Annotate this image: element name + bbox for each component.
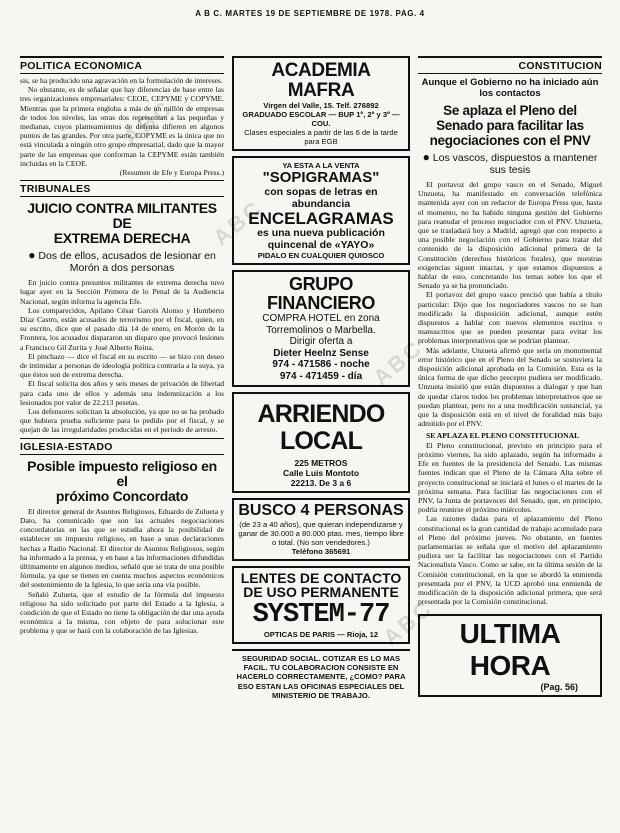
paragraph: Los comparecidos, Apilano César Garcés Alonso y Humberto Díaz Castro, están acusados de terrorismo por el fiscal, quien, en su escrito, dice que el pasado día 14 de enero, en Morón de la Frontera, los acusados dispararon un disparo que provocó lesiones a Francisco Gil Zurita y José Alberto Reina. xyxy=(20,305,224,352)
ad-courses: GRADUADO ESCOLAR — BUP 1º, 2º y 3º — COU. xyxy=(242,109,400,128)
subheadline-vascos xyxy=(418,151,602,176)
constitucion-body xyxy=(418,180,602,428)
headline-constitucion: Se aplaza el Pleno del Senado para facilitar las negociaciones con el PNV xyxy=(429,103,591,148)
ad-kicker: YA ESTA A LA VENTA xyxy=(282,160,360,170)
ultima-hora-page: (Pag. 56) xyxy=(540,682,578,693)
seguridad-social-notice: SEGURIDAD SOCIAL. COTIZAR ES LO MAS FACIL. TU COLABORACION CONSISTE EN HACERLO CORRECTAMENTE, ¿COMO? PARA ESO ESTAN LAS OFICINAS ESPECIALES DEL MINISTERIO DE TRABAJO. xyxy=(232,649,410,700)
watermark: ABC xyxy=(118,94,178,151)
section-tribunales: TRIBUNALES xyxy=(20,183,224,197)
ad-contact-name: Dieter Heelnz Sense xyxy=(273,347,369,359)
ad-title: BUSCO 4 PERSONAS xyxy=(238,501,404,519)
ad-text: (de 23 a 40 años), que quieran independizarse y ganar de 30.000 a 80.000 ptas. mes, tiempo libre o total. (No son vendedores.) xyxy=(238,519,404,547)
ad-title: LENTES DE CONTACTO xyxy=(240,569,402,586)
ad-title: GRUPO FINANCIERO xyxy=(267,274,375,314)
ultima-hora-title: ULTIMA HORA xyxy=(459,618,561,682)
paragraph: No obstante, es de señalar que hay diferencias de base entre las tres organizaciones empresariales: CEOE, CEPYME y COPYME. Mientras que la primera engloba a más de un millón de empresas de todos los niveles, las otras dos representan a las pequeñas y medianas, cuyos planteamientos de defensa difieren en algunos puntos de las grandes. Por otra parte, COPYME es la única que no está vinculada a ningún otro grupo empresarial, dado que la mayor parte de las empresas que conforman la CEPYME están también incluidas en la CEOE. xyxy=(20,85,224,168)
ad-phone: 974 - 471459 - día xyxy=(279,370,363,382)
ad-title: ENCELAGRAMAS xyxy=(248,208,394,228)
headline-tribunales xyxy=(20,201,224,246)
paragraph: sis, se ha producido una agravación en la formulación de intereses. xyxy=(20,76,223,85)
ad-sopigramas xyxy=(232,156,410,266)
masthead: A B C. MARTES 19 DE SEPTIEMBRE DE 1978. PAG. 4 xyxy=(195,9,425,18)
watermark: ABC xyxy=(378,594,438,651)
ad-title: "SOPIGRAMAS" xyxy=(262,168,380,186)
paragraph: Señaló Zulueta, que el estudio de la fórmula del impuesto religioso ha sido solicitado por parte del Estado a la Iglesia, a condición de que el Estado no tiene la obligación de dar una ayuda económica a la misma, con objeto de para solucionar este problema y que se hará con la colaboración de las Iglesias. xyxy=(20,589,224,636)
ad-line: PIDALO EN CUALQUIER QUIOSCO xyxy=(257,251,385,261)
tribunales-body xyxy=(20,278,224,434)
bullet-icon: ● xyxy=(28,248,36,263)
paragraph: El Pleno constitucional, previsto en principio para el próximo viernes, ha sido aplazado, según ha informado a Efe en fuentes de la presidencia del Senado. Las mismas fuentes indican que el Pleno de la Cámara Alta sobre el proyecto constitucional se iniciará el lunes o el martes de la próxima semana. Para facilitar las negociaciones con el PNV, la Junta de portavoces del Senado, que, en principio, podría reunirse el próximo miércoles. xyxy=(418,440,602,515)
ad-brand: SYSTEM-77 xyxy=(252,599,390,630)
subheadline: Aunque el Gobierno no ha iniciado aún los contactos xyxy=(421,77,599,99)
ad-grupo-financiero xyxy=(232,270,410,387)
ad-line: COMPRA HOTEL en zona Torremolinos o Marbella. xyxy=(262,313,380,336)
ad-busco-personas xyxy=(232,498,410,561)
watermark: ABC xyxy=(368,334,428,391)
subheadline-text: Dos de ellos, acusados de lesionar en Morón a dos personas xyxy=(38,250,216,275)
headline-line: JUICIO CONTRA MILITANTES DE xyxy=(27,200,217,232)
watermark: ABC xyxy=(208,194,268,251)
pleno-aplazado xyxy=(418,431,602,606)
column-ads xyxy=(232,56,410,823)
ad-line: es una nueva publicación quincenal de «YAYO» xyxy=(257,227,385,252)
ad-phone: Teléfono 365691 xyxy=(291,546,351,556)
headline-line: Posible impuesto religioso en el xyxy=(27,457,217,489)
headline-line: próximo Concordato xyxy=(55,487,189,504)
paragraph: El director general de Asuntos Religiosos, Eduardo de Zulueta y Dato, ha comunicado que son las actuales negociaciones concordatorias en las que se estudia ahora la posibilidad de establecer un impuesto religioso, en base a unas declaraciones hechas a Radio Nacional. El director de Asuntos Religiosos, según ha informado a la prensa, y en base a las informaciones difundidas últimamente en algunos medios, señaló que se trata de una posible fórmula, ya que se tienen en cuenta muchos aspectos económicos del sostenimiento de la Iglesia, lo que sería una vía posible. xyxy=(20,506,224,590)
paragraph: El portavoz del grupo vasco precisó que había a título particular: Dijo que los negociadores vascos no se han modificado la disposición adicional, aunque estén dispuestos a hablar con nuevos elementos escritos o manuscritos que se pueden presentar para evitar los problemas interpretativos que se podrían plantear. xyxy=(418,290,602,346)
section-constitucion: CONSTITUCION xyxy=(418,56,602,74)
paragraph: Las razones dadas para el aplazamiento del Pleno constitucional es la gran cantidad de trabajo acumulado para el Pleno del próximo jueves. No obstante, en fuentes parlamentarias se señala que el motivo del aplazamiento pudiera ser la facilitar las negociaciones con el Partido Nacionalista Vasco. Como se sabe, en la última sesión de la Comisión constitucional, en la que se abordó la enmienda presentada por el PNV, la UCD aprobó una enmienda de modificación de la disposición adicional primera, que será presentada por la Comisión constitucional. xyxy=(418,514,602,607)
paragraph: El portavoz del grupo vasco en el Senado, Miguel Unzueta, ha manifestado en conversación telefónica mantenida ayer con un redactor de Europa Press que, hasta el momento, no ha habido ninguna gestión del Gobierno para reanudar el proceso negociador con el PNV. Unzueta, que se trasladará hoy a Madrid, agregó que con respecto a una posible negociación con el Gobierno para tratar del contenido de la disposición adicional primera de la Constitución (derechos históricos forales), que nuestras exigencias siguen intactas, y que estamos dispuestos a hablar de esto, concretando los temas sobre los que el Senado ya se ha pronunciado. xyxy=(418,180,602,291)
section-iglesia-estado: IGLESIA-ESTADO xyxy=(20,441,224,455)
iglesia-body xyxy=(20,507,224,636)
credit: (Resumen de Efe y Europa Press.) xyxy=(119,168,224,178)
paragraph: El pinchazo — dice el fiscal en su escrito — se hizo con deseo de intimidar a personas de ideología política contraria a la suya, ya que éstos son de extrema derecha. xyxy=(20,351,224,380)
ad-arriendo-local xyxy=(232,392,410,493)
paragraph: Los defensores solicitan la absolución, ya que no se ha probado que hubiera prueba suficiente para lo pedido por el fiscal, y se quejan de las irregularidades producidas en el período de arresto. xyxy=(20,407,224,435)
ad-address: Virgen del Valle, 15. Telf. 276892 xyxy=(263,100,379,110)
headline-line: EXTREMA DERECHA xyxy=(53,230,191,247)
ad-line: con sopas de letras en abundancia xyxy=(264,185,378,210)
ad-line: 225 METROS xyxy=(294,457,348,468)
ad-lentes-contacto xyxy=(232,566,410,644)
bullet-icon: ● xyxy=(422,150,430,164)
box-title: SE APLAZA EL PLENO CONSTITUCIONAL xyxy=(426,431,580,441)
ad-line: Dirigir oferta a xyxy=(289,336,353,348)
ad-line: Calle Luis Montoto xyxy=(282,467,360,478)
ad-academia-mafra xyxy=(232,56,410,151)
column-right xyxy=(418,56,602,823)
paragraph: En juicio contra presuntos militantes de extrema derecha tuvo lugar ayer en la Sección Primera de lo Penal de la Audiencia Nacional, según informa la agencia Efe. xyxy=(20,278,224,306)
ad-title: ARRIENDO LOCAL xyxy=(257,400,385,455)
headline-iglesia xyxy=(20,459,224,504)
paragraph: El fiscal solicita dos años y seis meses de privación de libertad para cada uno de ellos y además una indemnización a los lesionados por valor de 22.213 pesetas. xyxy=(20,379,224,407)
ultima-hora-box xyxy=(418,614,602,697)
ad-note: Clases especiales a partir de las 6 de la tarde para EGB xyxy=(244,127,398,146)
politica-body xyxy=(20,76,224,177)
ad-title: ACADEMIA MAFRA xyxy=(271,60,371,101)
ad-title: DE USO PERMANENTE xyxy=(243,584,399,601)
ad-phone: 974 - 471586 - noche xyxy=(272,359,370,371)
ad-line: 22213. De 3 a 6 xyxy=(290,477,352,488)
section-politica-economica: POLITICA ECONOMICA xyxy=(20,56,224,74)
paragraph: Más adelante, Unzueta afirmó que sería un monumental error histórico que en el Pleno del Senado se sostuviera la disposición adicional aprobada en la Comisión. Esta es la única forma de que dicho precepto pudiera ser modificado. Unzueta insistió que están dispuestos a dialogar y que han de quedar claros todos los problemas interpretativos que se puedan plantear, pero no a una modificación sustancial, ya que la disposición está en el nivel de foralidad más bajo admitido por el PNV. xyxy=(418,345,602,429)
ad-footer: OPTICAS DE PARIS — Rioja, 12 xyxy=(263,629,379,639)
column-left xyxy=(20,56,224,823)
subheadline-text: Los vascos, dispuestos a mantener sus tesis xyxy=(432,152,598,176)
subheadline-tribunales xyxy=(20,249,224,274)
